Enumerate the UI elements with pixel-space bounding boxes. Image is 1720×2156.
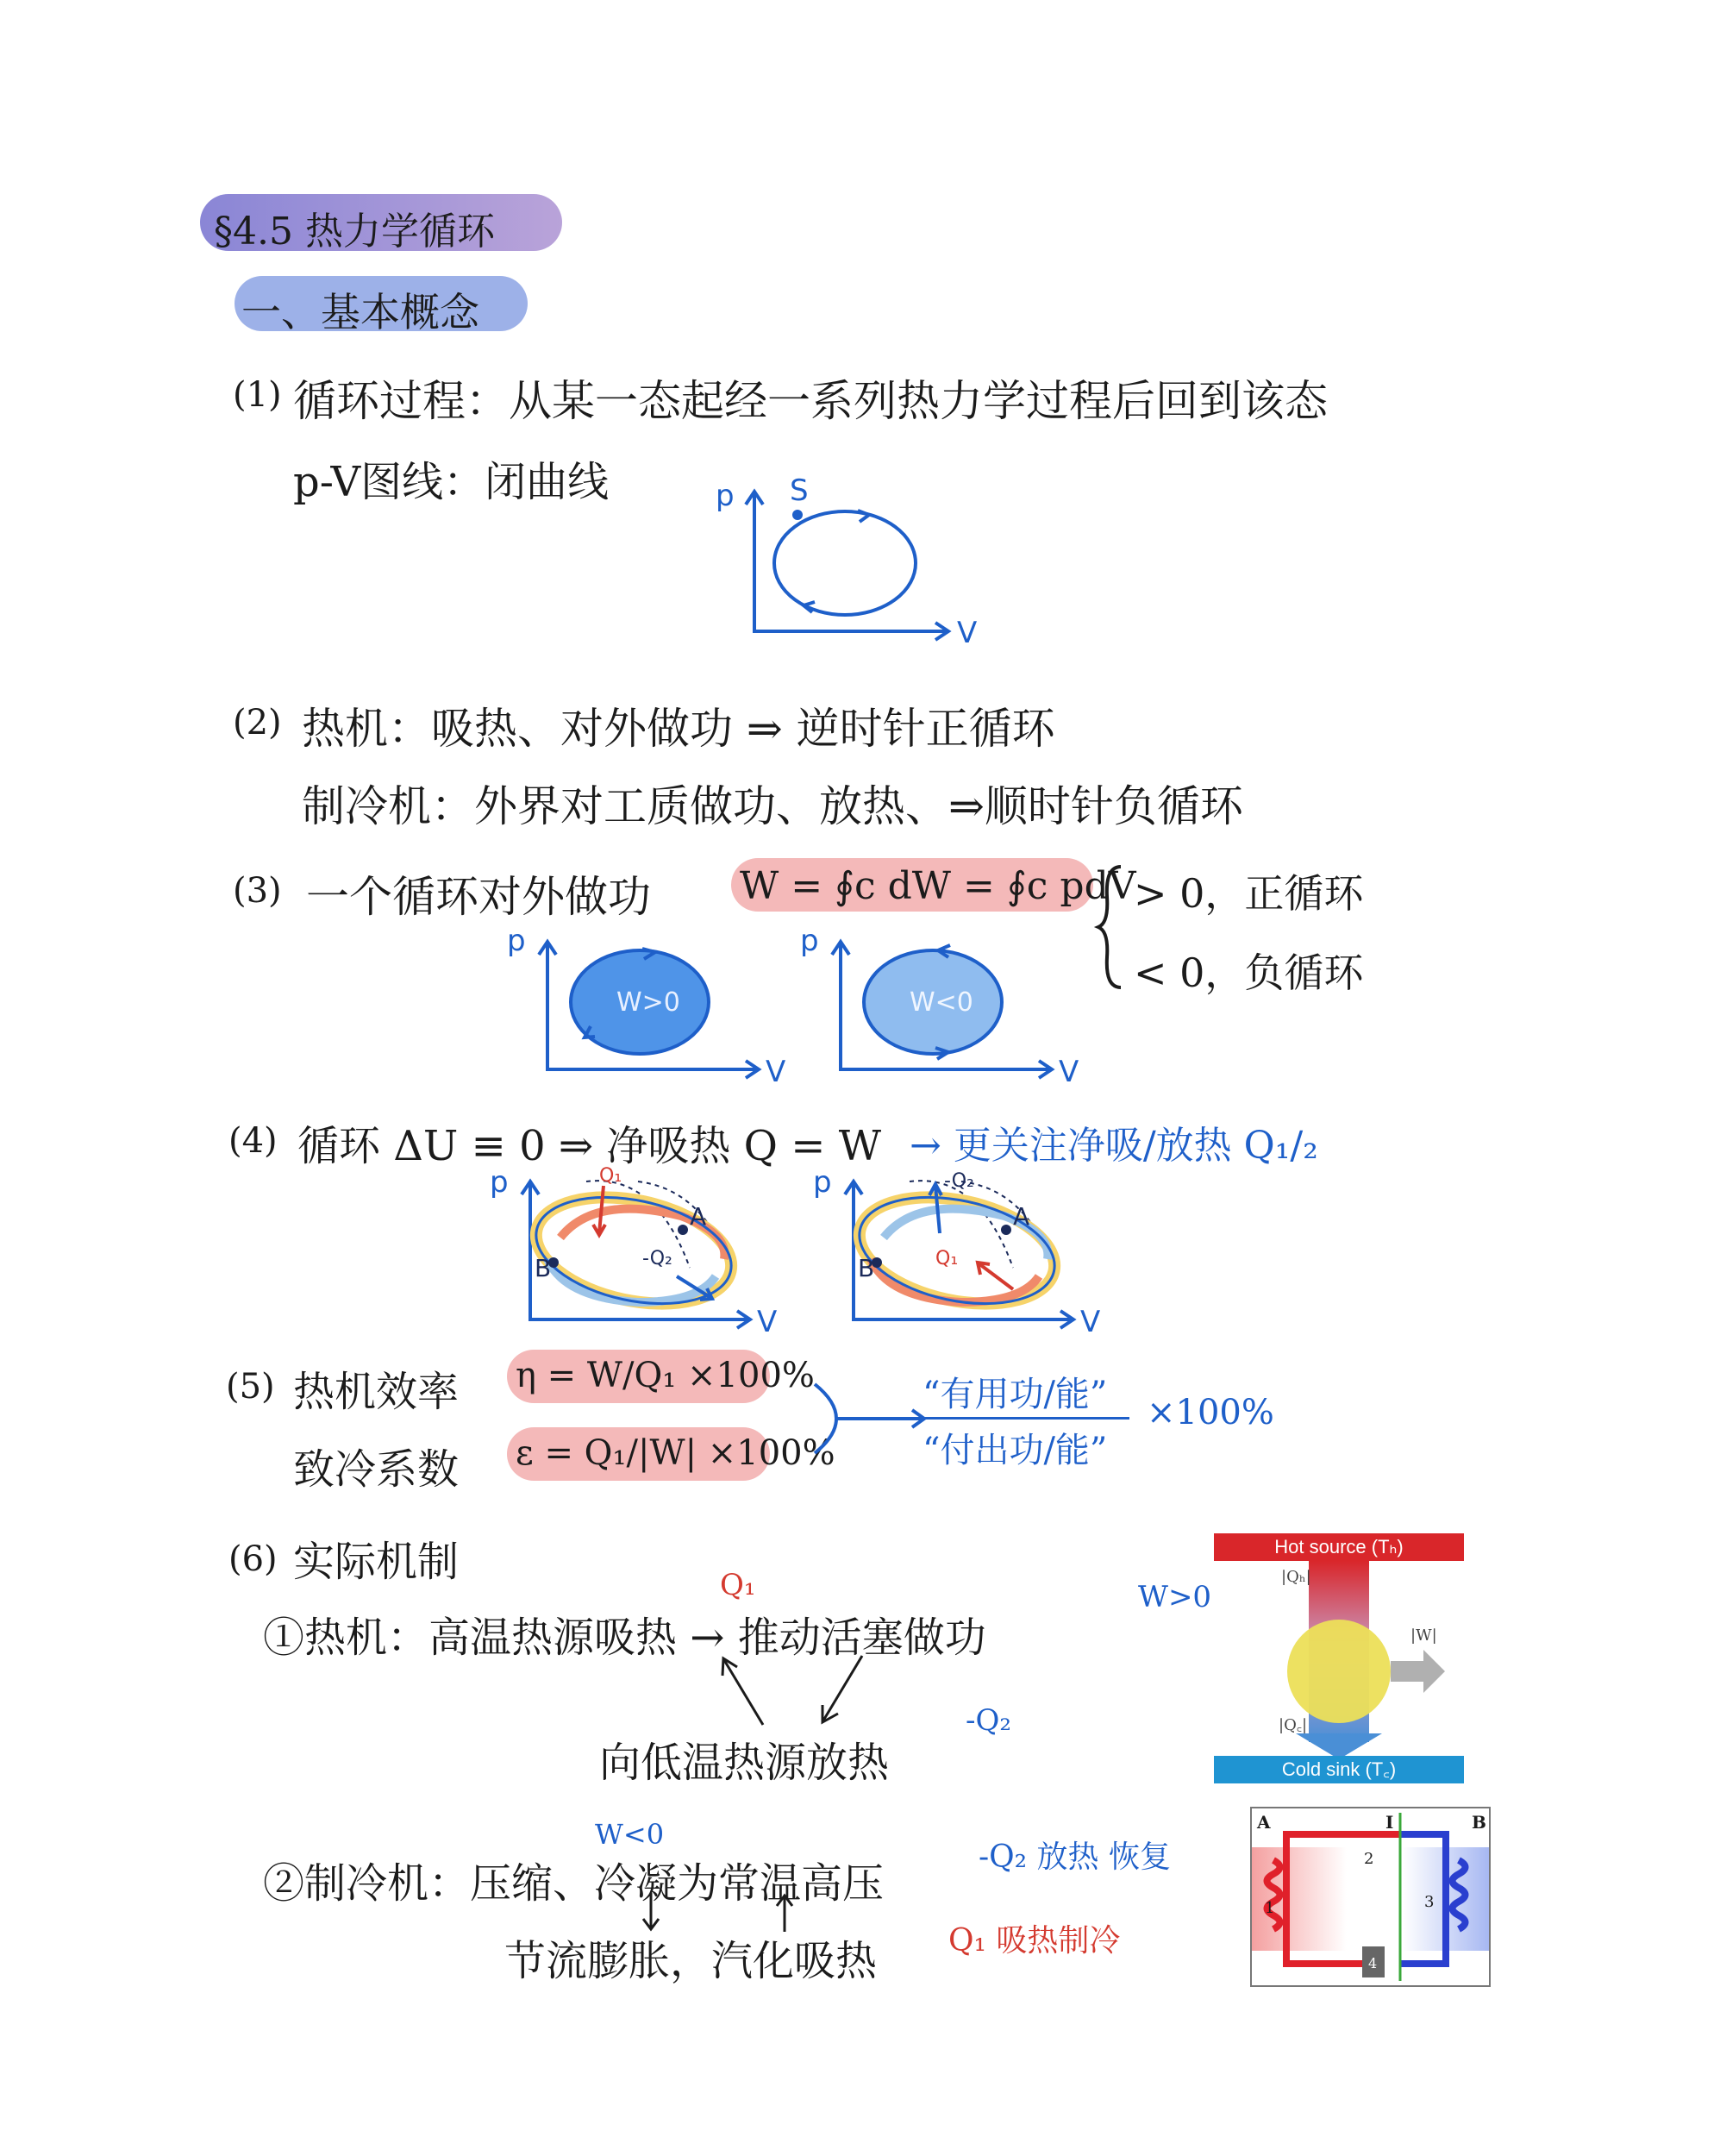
negative-cycle: < 0，负循环 xyxy=(1134,950,1364,996)
engine-q1: Q₁ xyxy=(720,1568,756,1602)
fridge-w: W<0 xyxy=(595,1818,665,1851)
engine-w: W>0 xyxy=(1138,1580,1212,1614)
point-b-label: B xyxy=(535,1254,552,1282)
item1-subtext: p-V图线：闭曲线 xyxy=(293,458,610,506)
diagram-1-label: 1 xyxy=(1265,1899,1275,1917)
engine-core xyxy=(1287,1620,1391,1723)
merge-arrow xyxy=(810,1376,931,1462)
graph1-s-label: S xyxy=(790,473,809,508)
positive-cycle: > 0，正循环 xyxy=(1134,870,1364,917)
work-arrow xyxy=(1391,1661,1425,1682)
qh-label: |Qₕ| xyxy=(1281,1568,1311,1586)
q2-label-fridge: -Q₂ xyxy=(944,1170,974,1192)
diagram-4-label: 4 xyxy=(1368,1955,1378,1971)
graph1-v-label: V xyxy=(957,616,978,650)
work-positive-graph xyxy=(500,923,785,1095)
refrigerator-diagram xyxy=(1250,1807,1491,1987)
item6-text: 实际机制 xyxy=(293,1538,460,1586)
fridge-q2: -Q₂ 放热 恢复 xyxy=(979,1839,1171,1875)
useful-work: “有用功/能” xyxy=(923,1375,1108,1414)
fridge-line: ②制冷机：压缩、冷凝为常温高压 xyxy=(263,1859,885,1908)
w-negative-label: W<0 xyxy=(910,987,973,1018)
graph4a-v-label: V xyxy=(757,1305,778,1339)
cycle-graph-1 xyxy=(707,474,983,664)
item2-line2: 制冷机：外界对工质做功、放热、⇒顺时针负循环 xyxy=(302,781,1243,831)
graph4b-p-label: p xyxy=(813,1165,832,1200)
diagram-3-label: 3 xyxy=(1424,1893,1435,1911)
qc-label: |Q꜀| xyxy=(1279,1716,1308,1734)
graph3a-p-label: p xyxy=(507,924,526,958)
section-heading: 一、基本概念 xyxy=(241,289,479,335)
item4-number: (4) xyxy=(228,1121,278,1161)
item2-number: (2) xyxy=(233,703,282,743)
paid-work: “付出功/能” xyxy=(923,1431,1108,1470)
work-arrow-head xyxy=(1423,1650,1445,1693)
item5-number: (5) xyxy=(226,1367,275,1407)
page-title: §4.5 热力学循环 xyxy=(214,210,495,254)
heat-engine-pv-graph xyxy=(483,1156,776,1337)
efficiency-text: 热机效率 xyxy=(293,1368,460,1416)
cold-sink-bar: Cold sink (T꜀) xyxy=(1214,1756,1464,1783)
engine-line: ①热机：高温热源吸热 → 推动活塞做功 xyxy=(263,1614,986,1662)
item1-number: (1) xyxy=(233,375,282,415)
engine-low-temp: 向低温热源放热 xyxy=(599,1739,890,1787)
item1-text: 循环过程：从某一态起经一系列热力学过程后回到该态 xyxy=(293,376,1328,426)
engine-cycle-arrows xyxy=(716,1651,871,1729)
hot-source-bar: Hot source (Tₕ) xyxy=(1214,1533,1464,1561)
graph4a-p-label: p xyxy=(490,1165,509,1200)
work-negative-graph xyxy=(793,923,1078,1095)
diagram-i-label: I xyxy=(1385,1812,1394,1833)
item6-number: (6) xyxy=(228,1539,278,1579)
fridge-low: 节流膨胀，汽化吸热 xyxy=(504,1937,878,1985)
item2-line1: 热机：吸热、对外做功 ⇒ 逆时针正循环 xyxy=(302,704,1055,754)
q1-label: Q₁ xyxy=(599,1165,622,1187)
q2-label: -Q₂ xyxy=(642,1248,672,1269)
cop-formula: ε = Q₁/|W| ×100% xyxy=(516,1433,835,1473)
efficiency-formula: η = W/Q₁ ×100% xyxy=(516,1356,815,1395)
diagram-a-label: A xyxy=(1257,1812,1271,1833)
point-b-label-fridge: B xyxy=(858,1254,875,1282)
point-a-label: A xyxy=(690,1202,707,1231)
fraction-bar xyxy=(923,1417,1129,1420)
brace xyxy=(1095,862,1129,992)
times-percent: ×100% xyxy=(1147,1393,1274,1432)
item4-note: → 更关注净吸/放热 Q₁/₂ xyxy=(910,1124,1318,1168)
graph3a-v-label: V xyxy=(766,1055,786,1089)
fridge-q1: Q₁ 吸热制冷 xyxy=(948,1923,1121,1959)
engine-q2: -Q₂ xyxy=(966,1703,1011,1738)
work-formula: W = ∮c dW = ∮c pdV xyxy=(740,864,1136,908)
graph4b-v-label: V xyxy=(1080,1305,1101,1339)
item3-number: (3) xyxy=(233,871,282,911)
graph3b-p-label: p xyxy=(800,924,819,958)
diagram-b-label: B xyxy=(1472,1812,1486,1833)
cop-text: 致冷系数 xyxy=(293,1445,460,1494)
point-a-label-fridge: A xyxy=(1013,1202,1030,1231)
graph1-p-label: p xyxy=(716,479,735,513)
w-positive-label: W>0 xyxy=(616,987,680,1018)
w-label: |W| xyxy=(1410,1626,1437,1645)
refrigerator-pv-graph xyxy=(806,1156,1099,1337)
item3-text: 一个循环对外做功 xyxy=(306,872,651,922)
item4-text: 循环 ΔU ≡ 0 ⇒ 净吸热 Q = W xyxy=(297,1122,882,1170)
q1-label-fridge: Q₁ xyxy=(935,1248,959,1269)
graph3b-v-label: V xyxy=(1059,1055,1079,1089)
heat-engine-diagram xyxy=(1214,1533,1464,1783)
diagram-2-label: 2 xyxy=(1364,1850,1374,1868)
